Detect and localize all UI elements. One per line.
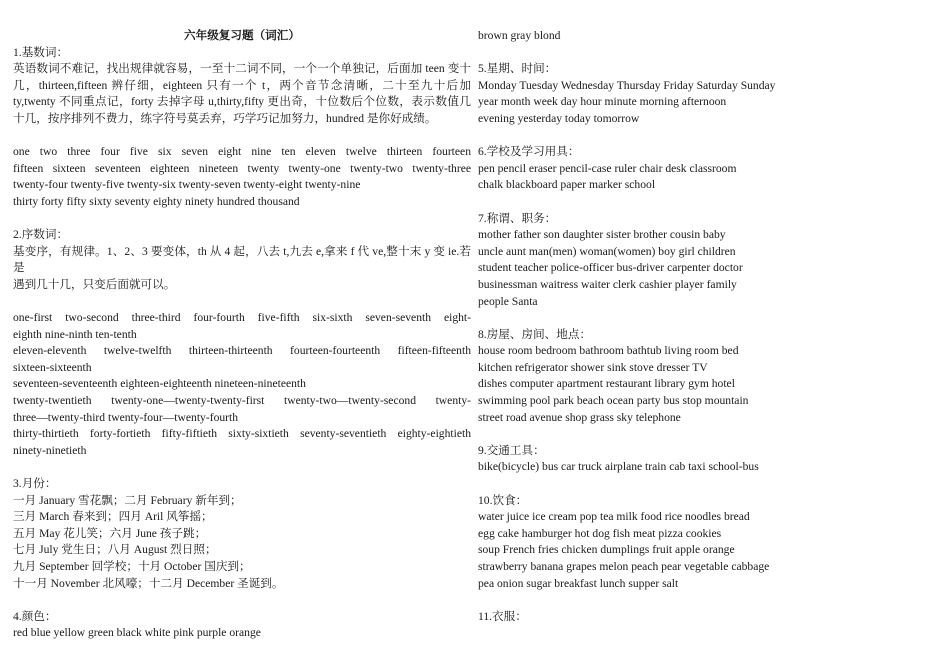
text-line: Monday Tuesday Wednesday Thursday Friday Saturday Sunday bbox=[478, 78, 776, 92]
text-line: 基变序，有规律。1、2、3 要变体，th 从 4 起，八去 t,九去 e,拿来 f 代 ve,整十末 y 变 ie.若是 bbox=[13, 244, 471, 275]
blank-line bbox=[478, 592, 936, 609]
text-line: dishes computer apartment restaurant library gym hotel bbox=[478, 377, 735, 391]
text-line: kitchen refrigerator shower sink stove dresser TV bbox=[478, 360, 708, 374]
text-line: three—twenty-third twenty-four—twenty-fourth bbox=[13, 410, 239, 424]
blank-line bbox=[13, 592, 471, 609]
text-line: 三月 March 春来到；四月 Aril 风筝摇； bbox=[13, 510, 213, 524]
text-line: brown gray blond bbox=[478, 29, 561, 42]
section-heading: 3.月份： bbox=[13, 477, 57, 491]
text-line: 九月 September 回学校；十月 October 国庆到； bbox=[13, 560, 251, 573]
text-line: twenty-four twenty-five twenty-six twenty-seven twenty-eight twenty-nine bbox=[13, 178, 361, 192]
text-line: seventeen-seventeenth eighteen-eighteenth nineteen-nineteenth bbox=[13, 377, 306, 391]
text-line: 十一月 November 北风嚎；十二月 December 圣诞到。 bbox=[13, 576, 284, 590]
section-heading: 2.序数词： bbox=[13, 228, 69, 242]
text-line: evening yesterday today tomorrow bbox=[478, 111, 640, 125]
left-text-block bbox=[13, 45, 471, 642]
text-line: people Santa bbox=[478, 294, 538, 308]
text-line: year month week day hour minute morning afternoon bbox=[478, 95, 727, 109]
text-line: soup French fries chicken dumplings fruit apple orange bbox=[478, 543, 735, 557]
text-line: fifteen sixteen seventeen eighteen nineteen twenty twenty-one twenty-two twenty-three bbox=[13, 161, 471, 175]
blank-line bbox=[478, 476, 936, 493]
section-heading: 1.基数词： bbox=[13, 45, 69, 59]
blank-line bbox=[478, 128, 936, 145]
text-line: eighth nine-ninth ten-tenth bbox=[13, 327, 137, 341]
text-line: strawberry banana grapes melon peach pear vegetable cabbage bbox=[478, 560, 770, 573]
section-heading: 6.学校及学习用具： bbox=[478, 145, 580, 159]
text-line: swimming pool park beach ocean party bus stop mountain bbox=[478, 394, 749, 408]
text-line: 遇到几十几，只变后面就可以。 bbox=[13, 277, 176, 291]
text-line: sixteen-sixteenth bbox=[13, 360, 92, 374]
text-line: twenty-twentieth twenty-one—twenty-twenty-first twenty-two—twenty-second twenty- bbox=[13, 394, 471, 408]
text-line: 一月 January 雪花飘；二月 February 新年到； bbox=[13, 493, 242, 507]
section-heading: 9.交通工具： bbox=[478, 443, 545, 457]
section-heading: 7.称谓、职务： bbox=[478, 211, 557, 225]
blank-line bbox=[13, 211, 471, 228]
text-line: thirty-thirtieth forty-fortieth fifty-fiftieth sixty-sixtieth seventy-seventieth eighty-eightieth bbox=[13, 427, 471, 441]
blank-line bbox=[478, 45, 936, 62]
text-line: street road avenue shop grass sky telephone bbox=[478, 410, 681, 424]
text-line: ty,twenty 不同重点记，forty 去掉字母 u,thirty,fifty 更出奇，十位数后个位数，表示数值几 bbox=[13, 95, 471, 109]
text-line: businessman waitress waiter clerk cashier player family bbox=[478, 277, 737, 291]
blank-line bbox=[478, 310, 936, 327]
text-line: 几，thirteen,fifteen 辨仔细，eighteen 只有一个 t，两个音节念清晰，二十至九十后加 bbox=[13, 78, 471, 92]
blank-line bbox=[13, 459, 471, 476]
blank-line bbox=[13, 294, 471, 311]
text-line: mother father son daughter sister brother cousin baby bbox=[478, 228, 726, 242]
text-line: 英语数词不难记，找出规律就容易，一至十二词不同，一个一个单独记，后面加 teen 变十 bbox=[13, 62, 471, 76]
text-line: 七月 July 党生日；八月 August 烈日照； bbox=[13, 543, 217, 557]
text-line: water juice ice cream pop tea milk food rice noodles bread bbox=[478, 510, 750, 524]
text-line: one-first two-second three-third four-fourth five-fifth six-sixth seven-seventh eight- bbox=[13, 311, 471, 325]
text-line: uncle aunt man(men) woman(women) boy girl children bbox=[478, 244, 736, 258]
text-line: one two three four five six seven eight nine ten eleven twelve thirteen fourteen bbox=[13, 145, 471, 159]
text-line: red blue yellow green black white pink purple orange bbox=[13, 626, 261, 640]
text-line: chalk blackboard paper marker school bbox=[478, 178, 656, 192]
right-text-block bbox=[478, 28, 936, 625]
text-line: thirty forty fifty sixty seventy eighty ninety hundred thousand bbox=[13, 194, 300, 208]
section-heading: 5.星期、时间： bbox=[478, 62, 557, 76]
text-line: ninety-ninetieth bbox=[13, 443, 87, 457]
text-line: student teacher police-officer bus-driver carpenter doctor bbox=[478, 261, 743, 275]
document-title: 六年级复习题（词汇） bbox=[184, 29, 300, 42]
blank-line bbox=[478, 194, 936, 211]
text-line: pea onion sugar breakfast lunch supper salt bbox=[478, 576, 679, 590]
text-line: eleven-eleventh twelve-twelfth thirteen-thirteenth fourteen-fourteenth fifteen-fifteenth bbox=[13, 344, 471, 358]
blank-line bbox=[13, 128, 471, 145]
text-line: house room bedroom bathroom bathtub living room bed bbox=[478, 344, 739, 358]
section-heading: 11.衣服： bbox=[478, 609, 527, 623]
left-column bbox=[13, 28, 471, 642]
text-line: egg cake hamburger hot dog fish meat pizza cookies bbox=[478, 526, 722, 540]
text-line: 五月 May 花儿笑；六月 June 孩子跳； bbox=[13, 526, 207, 540]
text-line: pen pencil eraser pencil-case ruler chair desk classroom bbox=[478, 161, 737, 175]
text-line: bike(bicycle) bus car truck airplane train cab taxi school-bus bbox=[478, 460, 759, 474]
right-column bbox=[478, 28, 936, 625]
text-line: 十几，按序排列不费力，练字符号莫丢弃，巧学巧记加努力，hundred 是你好成绩。 bbox=[13, 111, 437, 125]
blank-line bbox=[478, 426, 936, 443]
section-heading: 8.房屋、房间、地点： bbox=[478, 327, 592, 341]
section-heading: 10.饮食： bbox=[478, 493, 528, 507]
section-heading: 4.颜色： bbox=[13, 609, 57, 623]
